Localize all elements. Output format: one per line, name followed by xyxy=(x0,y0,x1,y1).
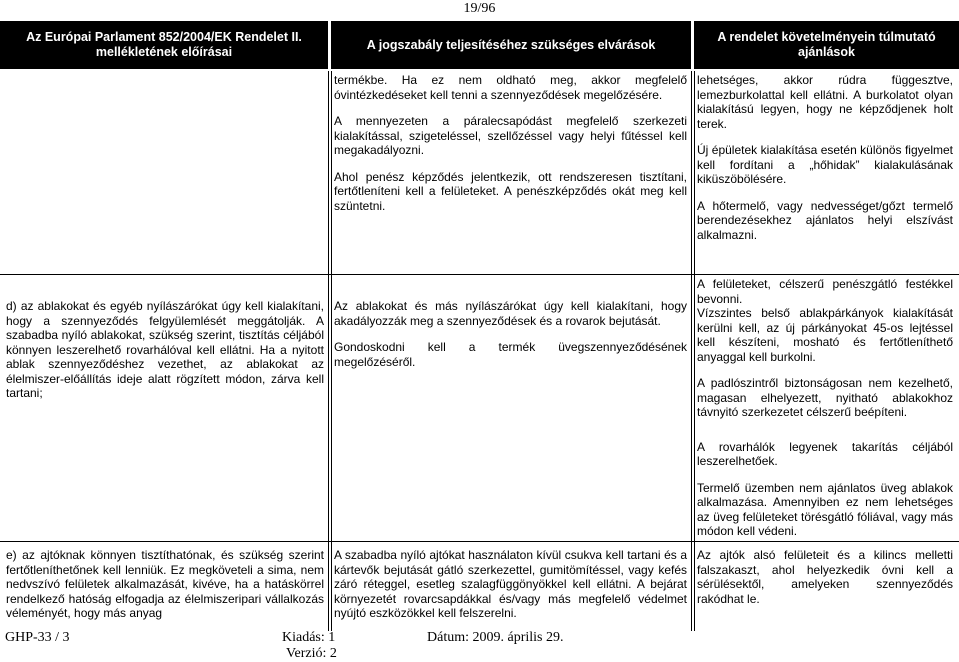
row3-requirements xyxy=(334,548,687,633)
paragraph: Vízszintes belső ablakpárkányok kialakítását kerülni kell, az új párkányokat 45-os lejtéssel kell készíteni, mosható és fertőtleníthető anyaggal kell burkolni. xyxy=(697,306,953,364)
paragraph: A felületeket, célszerű penészgátló festékkel bevonni. xyxy=(697,277,953,306)
header-col-regulation: Az Európai Parlament 852/2004/EK Rendelet II. mellékletének előírásai xyxy=(0,21,328,69)
row2-requirements xyxy=(334,299,687,381)
paragraph: Ahol penész képződés jelentkezik, ott rendszeresen tisztítani, fertőtleníteni kell a felületeket. A penészképződés okát meg kell szüntetni. xyxy=(334,169,687,213)
paragraph: A padlószintről biztonságosan nem kezelhető, magasan elhelyezett, nyitható ablakokhoz távnyitó szerkezetet célszerű beépíteni. xyxy=(697,376,953,419)
column-divider-1 xyxy=(328,71,329,631)
paragraph: lehetséges, akkor rúdra függesztve, lemezburkolattal kell ellátni. A burkolatot olyan kialakítású legyen, hogy ne képződjenek holt terek. xyxy=(697,73,953,131)
paragraph: Termelő üzemben nem ajánlatos üveg ablakok alkalmazása. Amennyiben ez nem lehetséges az üveg felületeket törésgátló fóliával, vagy más módon kell védeni. xyxy=(697,480,953,538)
header-col-recommendations: A rendelet követelményein túlmutató ajánlások xyxy=(694,21,959,69)
paragraph: termékbe. Ha ez nem oldható meg, akkor megfelelő óvintézkedéseket kell tenni a szennyeződések megelőzésére. xyxy=(334,73,687,102)
page-number: 19/96 xyxy=(463,1,496,16)
paragraph: A mennyezeten a páralecsapódást megfelelő szerkezeti kialakítással, szigeteléssel, szellőzéssel vagy helyi fűtéssel kell megakadályozni. xyxy=(334,114,687,157)
row3-recommendations xyxy=(697,548,953,618)
paragraph: A rovarhálók legyenek takarítás céljából leszerelhetőek. xyxy=(697,439,953,468)
row2-regulation xyxy=(6,299,324,413)
row3-regulation xyxy=(6,548,324,633)
column-divider-4 xyxy=(694,71,695,631)
paragraph: Az ablakokat és más nyílászárókat úgy kell kialakítani, hogy akadályozzák meg a szennyeződések és a rovarok bejutását. xyxy=(334,299,687,328)
paragraph: e) az ajtóknak könnyen tisztíthatónak, és szükség szerint fertőtleníthetőnek kell lenniük. Ez megköveteli a sima, nem nedvszívó felületek alkalmazását, kivéve, ha a hatáskörrel rendelkező hatóság elfogadja az élelmiszeripari vállalkozás véleményét, hogy más anyag xyxy=(6,548,324,620)
paragraph: d) az ablakokat és egyéb nyílászárókat úgy kell kialakítani, hogy a szennyeződés felgyülemlését meggátolják. A szabadba nyíló ablakokat, szükség szerint, tisztítás céljából könnyen leszerelhető rovarhálóval kell ellátni. Ha a nyitott ablak szennyeződéshez vezethet, az ablakokat az élelmiszer-előállítás ideje alatt rögzített módon, zárva kell tartani; xyxy=(6,299,324,400)
footer-date: Dátum: 2009. április 29. xyxy=(427,630,564,645)
paragraph: Az ajtók alsó felületeit és a kilincs melletti falszakaszt, ahol helyezkedik óvni kell a sérülésektől, amelyeken szennyeződés rakódhat le. xyxy=(697,548,953,606)
paragraph: A hőtermelő, vagy nedvességet/gőzt termelő berendezésekhez ajánlatos helyi elszívást alkalmazni. xyxy=(697,198,953,242)
row2-recommendations xyxy=(697,277,953,551)
column-divider-3 xyxy=(691,71,692,631)
paragraph: A szabadba nyíló ajtókat használaton kívül csukva kell tartani és a kártevők bejutását gátló szerkezettel, gumitömítéssel, vagy kefés záró réteggel, esetleg szalagfüggönyökkel kell ellátni. A bejárat környezetét rovarcsapdákkal és/vagy más megfelelő védelmet nyújtó eszközökkel kell felszerelni. xyxy=(334,548,687,620)
footer-version: Verzió: 2 xyxy=(286,646,337,661)
row1-requirements xyxy=(334,73,687,225)
footer-doc-code: GHP-33 / 3 xyxy=(5,630,70,645)
footer-edition: Kiadás: 1 xyxy=(282,630,336,645)
row1-recommendations xyxy=(697,73,953,254)
paragraph: Új épületek kialakítása esetén különös figyelmet kell fordítani a „hőhidak” kialakulásának kiküszöbölésére. xyxy=(697,143,953,186)
header-col-requirements: A jogszabály teljesítéséhez szükséges elvárások xyxy=(331,21,691,69)
paragraph: Gondoskodni kell a termék üvegszennyeződésének megelőzéséről. xyxy=(334,340,687,369)
row-divider-1 xyxy=(0,274,959,275)
column-divider-2 xyxy=(331,71,332,631)
